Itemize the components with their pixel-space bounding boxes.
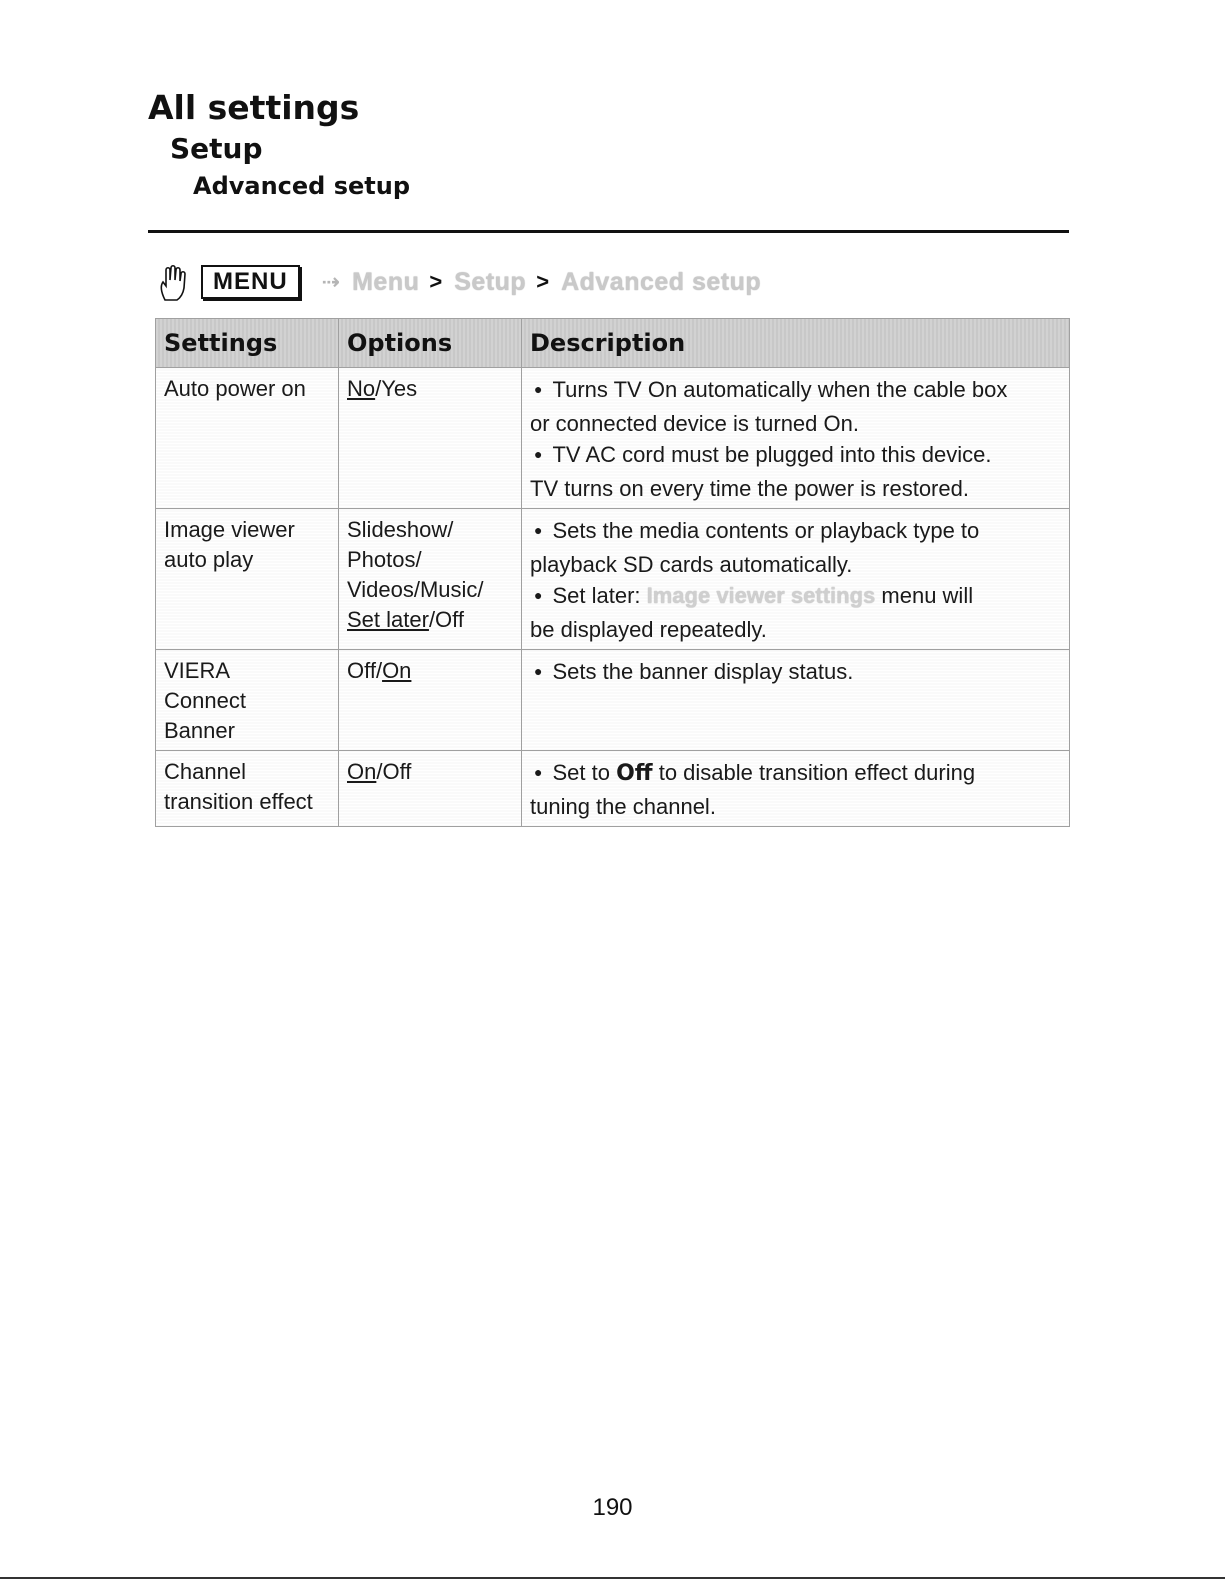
page-bottom-border [0,1577,1225,1579]
description-text: Set later: [552,583,647,608]
page-title: All settings [148,88,360,127]
setting-label: Auto power on [164,376,306,401]
setting-cell [156,509,339,650]
setting-label: Channel [164,759,246,784]
table-row [156,509,1070,650]
bullet-icon: ● [534,663,543,679]
setting-label: Image viewer [164,517,295,542]
option-text: Videos/Music/ [347,577,484,602]
description-text: Set to [552,760,617,785]
settings-table [155,318,1070,827]
setting-label: transition effect [164,789,313,814]
setting-cell [156,650,339,751]
setting-label: auto play [164,547,254,572]
table-row [156,368,1070,509]
table-row [156,650,1070,751]
header-divider [148,230,1069,233]
default-option: On [347,759,377,784]
arrow-right-icon: ⇢ [321,269,341,294]
description-text: TV AC cord must be plugged into this device. [552,442,992,467]
default-option: On [382,658,412,683]
crumb-separator: > [536,269,550,294]
options-cell [339,650,522,751]
option-text: Slideshow/ [347,517,454,542]
table-header-row [156,319,1070,368]
setting-label: Connect [164,688,246,713]
options-cell [339,368,522,509]
description-text: menu will [875,583,974,608]
bullet-icon: ● [534,381,543,397]
menu-path [157,262,761,302]
options-cell [339,509,522,650]
emphasis-off: Off [616,761,653,786]
option-text: /Yes [375,376,418,401]
crumb-menu: Menu [352,267,420,296]
default-option: Set later [347,607,429,632]
description-text: Sets the banner display status. [552,659,854,684]
crumb-advanced-setup: Advanced setup [561,267,762,296]
description-text: TV turns on every time the power is restored. [530,476,969,501]
description-text: Turns TV On automatically when the cable box [552,377,1008,402]
description-text: be displayed repeatedly. [530,617,767,642]
image-viewer-settings-link[interactable]: Image viewer settings [646,583,876,608]
subsection-title: Advanced setup [193,172,411,200]
description-cell [522,751,1070,827]
description-cell [522,509,1070,650]
bullet-icon: ● [534,446,543,462]
default-option: No [347,376,376,401]
description-text: to disable transition effect during [652,760,976,785]
setting-cell [156,368,339,509]
setting-label: Banner [164,718,235,743]
option-text: /Off [376,759,412,784]
description-text: or connected device is turned On. [530,411,859,436]
option-text: Photos/ [347,547,422,572]
option-text: /Off [428,607,464,632]
menu-key[interactable]: MENU [201,265,300,299]
header-options: Options [339,319,522,368]
header-description: Description [522,319,1070,368]
crumb-setup: Setup [454,267,527,296]
header-settings: Settings [156,319,339,368]
description-text: Sets the media contents or playback type to [552,518,980,543]
option-text: Off/ [347,658,383,683]
description-cell [522,368,1070,509]
hand-pointer-icon [157,262,191,302]
description-text: tuning the channel. [530,794,716,819]
setting-cell [156,751,339,827]
bullet-icon: ● [534,764,543,780]
setting-label: VIERA [164,658,231,683]
bullet-icon: ● [534,522,543,538]
section-title: Setup [170,132,263,165]
description-cell [522,650,1070,751]
bullet-icon: ● [534,587,543,603]
crumb-separator: > [429,269,443,294]
page-number: 190 [592,1494,633,1521]
description-text: playback SD cards automatically. [530,552,853,577]
options-cell [339,751,522,827]
table-row [156,751,1070,827]
